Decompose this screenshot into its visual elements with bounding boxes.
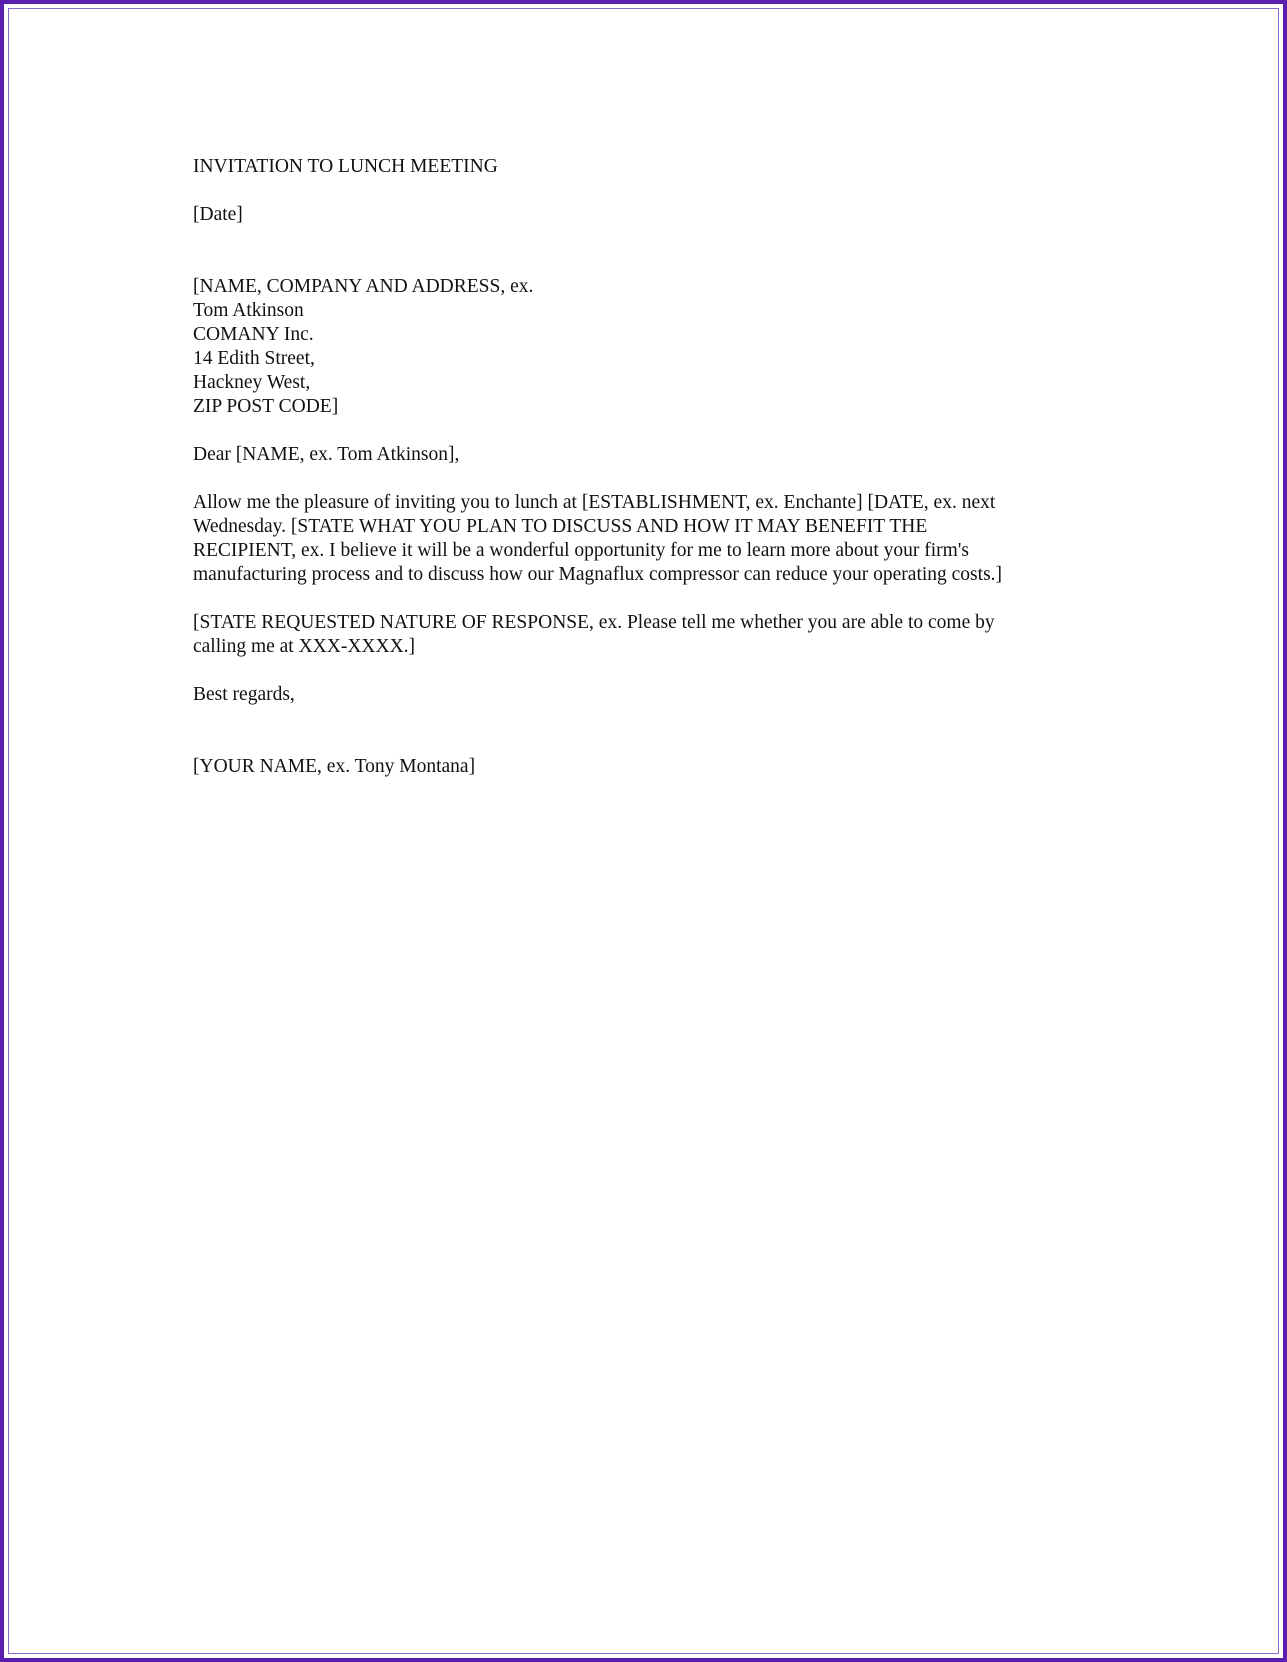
recipient-address	[193, 275, 1093, 419]
letter-date	[193, 203, 1093, 227]
letter-document	[193, 155, 1093, 779]
body-line: Allow me the pleasure of inviting you to lunch at [ESTABLISHMENT, ex. Enchante] [DATE, ex. next	[193, 492, 996, 513]
response-line: [STATE REQUESTED NATURE OF RESPONSE, ex. Please tell me whether you are able to come by	[193, 612, 995, 633]
address-line: [NAME, COMPANY AND ADDRESS, ex.	[193, 276, 534, 297]
address-line: 14 Edith Street,	[193, 348, 315, 369]
response-line: calling me at XXX-XXXX.]	[193, 636, 416, 657]
closing	[193, 683, 1093, 707]
closing-text: Best regards,	[193, 684, 295, 705]
date-text: [Date]	[193, 204, 243, 225]
letter-title	[193, 155, 1093, 179]
address-line: ZIP POST CODE]	[193, 396, 339, 417]
address-line: COMANY Inc.	[193, 324, 314, 345]
address-line: Tom Atkinson	[193, 300, 304, 321]
address-line: Hackney West,	[193, 372, 311, 393]
salutation-text: Dear [NAME, ex. Tom Atkinson],	[193, 444, 460, 465]
body-line: RECIPIENT, ex. I believe it will be a wonderful opportunity for me to learn more about your firm's	[193, 540, 969, 561]
body-line: Wednesday. [STATE WHAT YOU PLAN TO DISCUSS AND HOW IT MAY BENEFIT THE	[193, 516, 928, 537]
response-paragraph	[193, 611, 1093, 659]
title-text: INVITATION TO LUNCH MEETING	[193, 156, 498, 177]
salutation	[193, 443, 1093, 467]
signature	[193, 755, 1093, 779]
signature-text: [YOUR NAME, ex. Tony Montana]	[193, 756, 476, 777]
body-line: manufacturing process and to discuss how our Magnaflux compressor can reduce your operating costs.]	[193, 564, 1003, 585]
body-paragraph	[193, 491, 1093, 587]
